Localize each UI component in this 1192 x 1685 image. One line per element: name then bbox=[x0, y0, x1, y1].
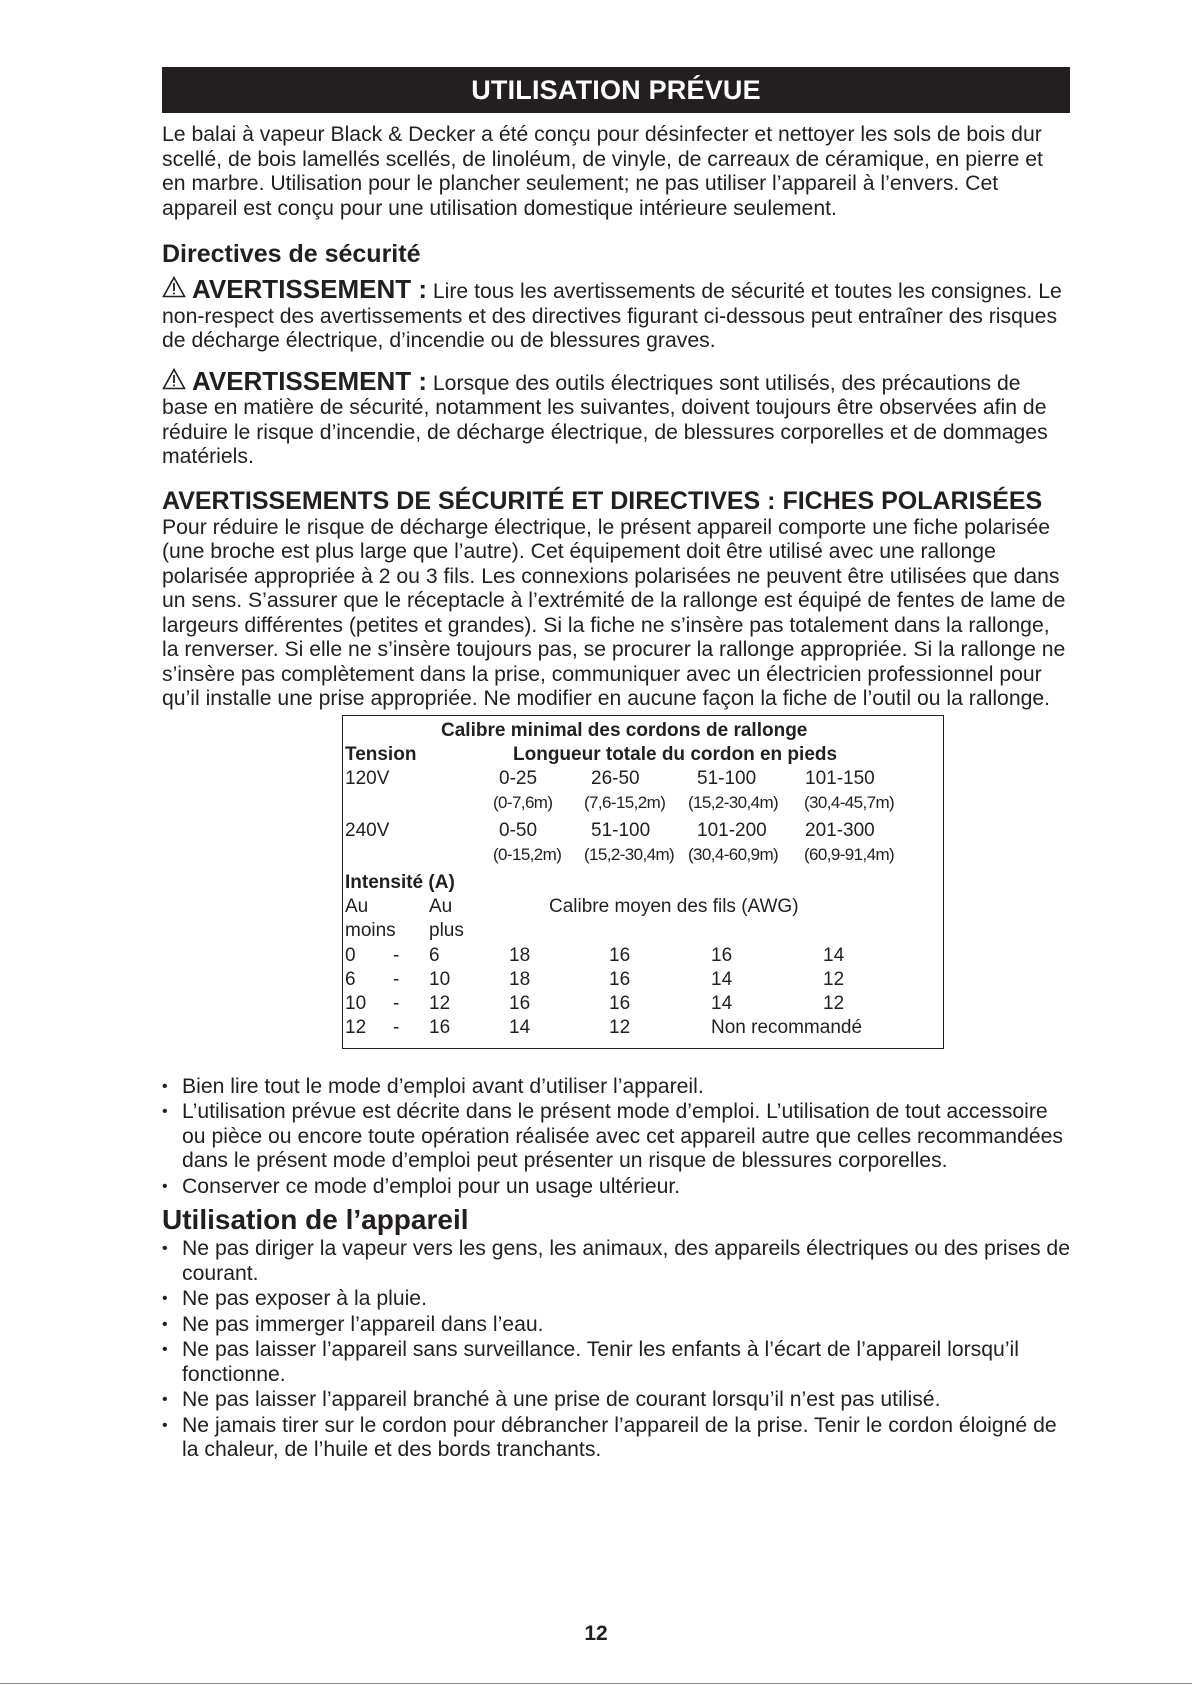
warning-2-text: Lorsque des outils électriques sont utilisés, des précautions de base en matière de sécurité, notamment les suivantes, doivent toujours être observées afin de réduire le risque d’incendie, de décharge électrique, de blessures corporelles et de dommages matériels. bbox=[162, 371, 1048, 468]
metric-cell: (0-15,2m) bbox=[493, 844, 562, 864]
list-item: • Bien lire tout le mode d’emploi avant d’utiliser l’appareil. bbox=[162, 1075, 1070, 1100]
metric-cell: (30,4-60,9m) bbox=[688, 844, 779, 864]
warning-1 bbox=[162, 276, 1070, 354]
list-item: • Ne pas laisser l’appareil sans surveillance. Tenir les enfants à l’écart de l’appareil lorsqu’il fonctionne. bbox=[162, 1338, 1070, 1387]
gauge-cell: 12 bbox=[609, 1016, 631, 1038]
amp-min: 0 bbox=[345, 944, 356, 966]
appliance-use-heading: Utilisation de l’appareil bbox=[162, 1204, 469, 1235]
amp-max: 10 bbox=[429, 968, 451, 990]
gauge-cell: 14 bbox=[711, 992, 733, 1014]
gauge-cell: Non recommandé bbox=[711, 1016, 863, 1038]
metric-cell: (7,6-15,2m) bbox=[584, 792, 666, 812]
warning-triangle-icon bbox=[162, 276, 186, 305]
page bbox=[162, 67, 1070, 1464]
list-item: • Ne pas laisser l’appareil branché à une prise de courant lorsqu’il n’est pas utilisé. bbox=[162, 1388, 1070, 1413]
gauge-cell: 12 bbox=[823, 992, 845, 1014]
range-cell: 26-50 bbox=[591, 767, 640, 789]
page-number: 12 bbox=[584, 1622, 608, 1645]
gauge-cell: 14 bbox=[823, 944, 845, 966]
table-title: Calibre minimal des cordons de rallonge bbox=[441, 719, 808, 741]
metric-cell: (0-7,6m) bbox=[493, 792, 553, 812]
gauge-cell: 16 bbox=[711, 944, 733, 966]
warning-label: AVERTISSEMENT : bbox=[192, 274, 427, 304]
au-max-label: Au bbox=[429, 895, 453, 917]
list-item: • L’utilisation prévue est décrite dans le présent mode d’emploi. L’utilisation de tout accessoire ou pièce ou encore toute opération réalisée avec cet appareil autre que celles recommandées dans le présent mode d’emploi peut présenter un risque de blessures corporelles. bbox=[162, 1100, 1070, 1174]
range-cell: 51-100 bbox=[697, 767, 757, 789]
amp-dash: - bbox=[393, 992, 400, 1014]
amp-dash: - bbox=[393, 968, 400, 990]
amp-max: 12 bbox=[429, 992, 451, 1014]
gauge-cell: 12 bbox=[823, 968, 845, 990]
range-cell: 51-100 bbox=[591, 819, 651, 841]
list-item: • Ne pas diriger la vapeur vers les gens, les animaux, des appareils électriques ou des prises de courant. bbox=[162, 1237, 1070, 1286]
warning-2 bbox=[162, 365, 1070, 470]
metric-cell: (15,2-30,4m) bbox=[584, 844, 675, 864]
metric-cell: (15,2-30,4m) bbox=[688, 792, 779, 812]
gauge-cell: 16 bbox=[609, 968, 631, 990]
bottom-rule bbox=[0, 1683, 1192, 1684]
intro-paragraph: Le balai à vapeur Black & Decker a été conçu pour désinfecter et nettoyer les sols de bois dur scellé, de bois lamellés scellés, de linoléum, de vinyle, de carreaux de céramique, en pierre et en marbre. Utilisation pour le plancher seulement; ne pas utiliser l’appareil à l’envers. Cet appareil est conçu pour une utilisation domestique intérieure seulement. bbox=[162, 123, 1043, 220]
use-bullets bbox=[162, 1237, 1070, 1463]
metric-cell: (30,4-45,7m) bbox=[804, 792, 895, 812]
moins-label: moins bbox=[345, 919, 396, 941]
safety-heading: Directives de sécurité bbox=[162, 240, 421, 268]
section-banner: UTILISATION PRÉVUE bbox=[162, 67, 1070, 113]
list-item: • Ne pas exposer à la pluie. bbox=[162, 1287, 1070, 1312]
voltage-120: 120V bbox=[345, 767, 390, 789]
range-cell: 101-200 bbox=[697, 819, 767, 841]
gauge-cell: 16 bbox=[509, 992, 531, 1014]
amp-min: 10 bbox=[345, 992, 367, 1014]
cord-table-grid bbox=[343, 716, 941, 1046]
amp-min: 12 bbox=[345, 1016, 367, 1038]
amp-dash: - bbox=[393, 1016, 400, 1038]
amp-max: 16 bbox=[429, 1016, 451, 1038]
amp-dash: - bbox=[393, 944, 400, 966]
amp-max: 6 bbox=[429, 944, 440, 966]
list-item: • Ne jamais tirer sur le cordon pour débrancher l’appareil de la prise. Tenir le cordon éloigné de la chaleur, de l’huile et des bords tranchants. bbox=[162, 1414, 1070, 1463]
general-bullets bbox=[162, 1075, 1070, 1200]
range-cell: 101-150 bbox=[805, 767, 875, 789]
warning-label: AVERTISSEMENT : bbox=[192, 365, 427, 396]
gauge-cell: 16 bbox=[609, 992, 631, 1014]
gauge-label: Calibre moyen des fils (AWG) bbox=[549, 895, 799, 917]
list-item: • Ne pas immerger l’appareil dans l’eau. bbox=[162, 1313, 1070, 1338]
gauge-cell: 16 bbox=[609, 944, 631, 966]
amperage-label: Intensité (A) bbox=[345, 871, 455, 893]
voltage-240: 240V bbox=[345, 819, 390, 841]
extension-cord-table bbox=[342, 715, 944, 1049]
warning-triangle-icon bbox=[162, 368, 186, 397]
length-label: Longueur totale du cordon en pieds bbox=[513, 743, 838, 765]
plus-label: plus bbox=[429, 919, 464, 941]
metric-cell: (60,9-91,4m) bbox=[804, 844, 895, 864]
range-cell: 201-300 bbox=[805, 819, 875, 841]
gauge-cell: 18 bbox=[509, 944, 531, 966]
gauge-cell: 14 bbox=[509, 1016, 531, 1038]
polarized-plug-heading: AVERTISSEMENTS DE SÉCURITÉ ET DIRECTIVES : FICHES POLARISÉES bbox=[162, 486, 1043, 515]
tension-label: Tension bbox=[345, 743, 417, 765]
polarized-plug-paragraph: Pour réduire le risque de décharge électrique, le présent appareil comporte une fiche polarisée (une broche est plus large que l’autre). Cet équipement doit être utilisé avec une rallonge polarisée appropriée à 2 ou 3 fils. Les connexions polarisées ne peuvent être utilisées que dans un sens. S’assurer que le réceptacle à l’extrémité de la rallonge est équipé de fentes de lame de largeurs différentes (petites et grandes). Si la fiche ne s’insère pas totalement dans la rallonge, la renverser. Si elle ne s’insère toujours pas, se procurer la rallonge appropriée. Si la rallonge ne s’insère pas complètement dans la prise, communiquer avec un électricien professionnel pour qu’il installe une prise appropriée. Ne modifier en aucune façon la fiche de l’outil ou la rallonge. bbox=[162, 515, 1066, 710]
range-cell: 0-25 bbox=[499, 767, 538, 789]
gauge-cell: 14 bbox=[711, 968, 733, 990]
range-cell: 0-50 bbox=[499, 819, 538, 841]
amp-min: 6 bbox=[345, 968, 356, 990]
warning-1-text: Lire tous les avertissements de sécurité et toutes les consignes. Le non-respect des avertissements et des directives figurant ci-dessous peut entraîner des risques de décharge électrique, d’incendie ou de blessures graves. bbox=[162, 280, 1062, 352]
au-min-label: Au bbox=[345, 895, 369, 917]
list-item: • Conserver ce mode d’emploi pour un usage ultérieur. bbox=[162, 1175, 1070, 1200]
gauge-cell: 18 bbox=[509, 968, 531, 990]
